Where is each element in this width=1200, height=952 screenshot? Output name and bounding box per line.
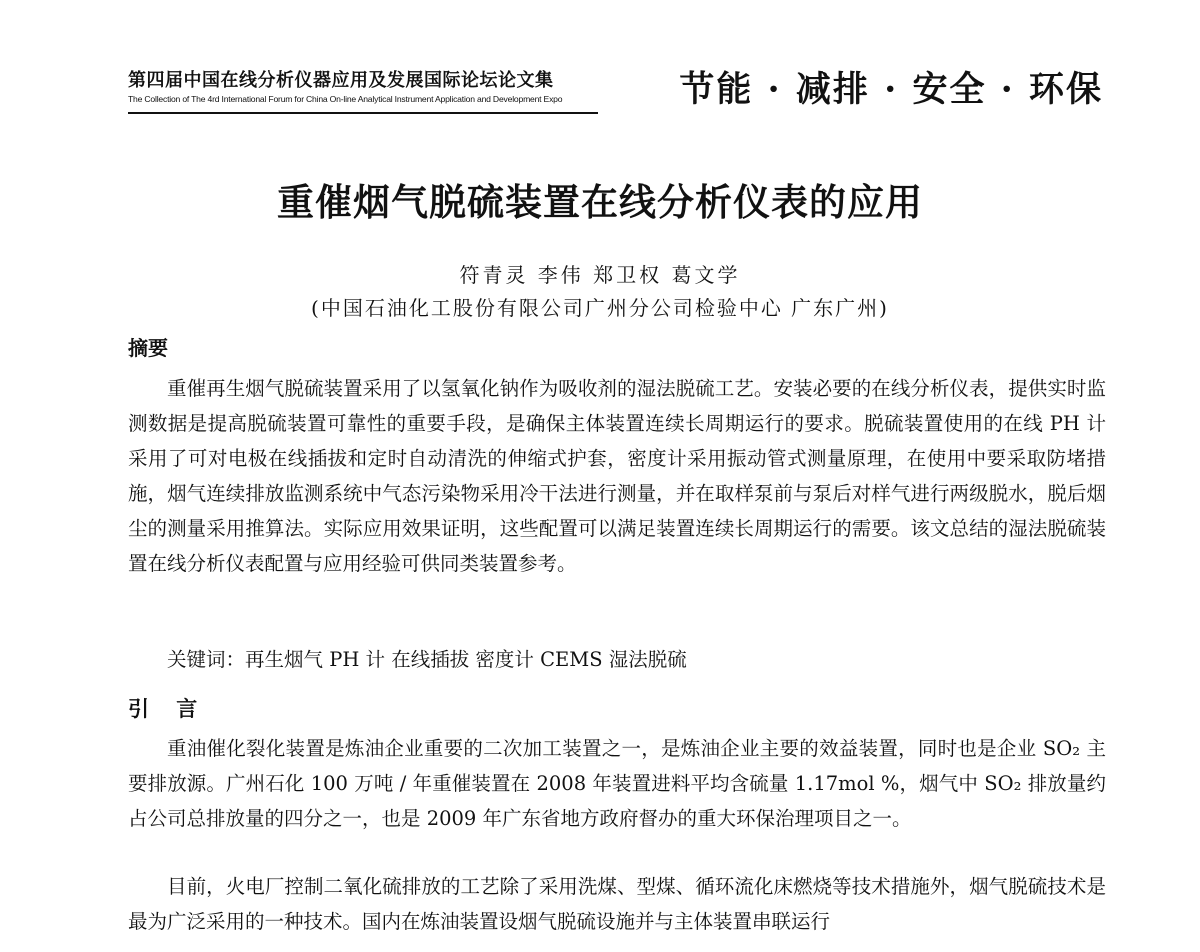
header-slogan: 节能 · 减排 · 安全 · 环保 — [679, 69, 1103, 110]
collection-title-en: The Collection of The 4rd International Forum for China On-line Analytical Instrument Application and Development Expo — [128, 94, 563, 104]
keywords: 关键词：再生烟气 PH 计 在线插拔 密度计 CEMS 湿法脱硫 — [167, 648, 687, 671]
page-header — [128, 62, 1103, 120]
paper-title: 重催烟气脱硫装置在线分析仪表的应用 — [277, 181, 923, 224]
intro-paragraph-1: 重油催化裂化装置是炼油企业重要的二次加工装置之一，是炼油企业主要的效益装置，同时也是企业 SO₂ 主要排放源。广州石化 100 万吨 / 年重催装置在 2008 年装置进料平均含硫量 1.17mol %，烟气中 SO₂ 排放量约占公司总排放量的四分之一，也是 2009 年广东省地方政府督办的重大环保治理项目之一。 — [128, 737, 1106, 830]
intro-heading: 引 言 — [128, 697, 208, 721]
paper-affiliation: (中国石油化工股份有限公司广州分公司检验中心 广东广州) — [311, 296, 889, 320]
abstract-body: 重催再生烟气脱硫装置采用了以氢氧化钠作为吸收剂的湿法脱硫工艺。安装必要的在线分析仪表，提供实时监测数据是提高脱硫装置可靠性的重要手段，是确保主体装置连续长周期运行的要求。脱硫装置使用的在线 PH 计采用了可对电极在线插拔和定时自动清洗的伸缩式护套，密度计采用振动管式测量原理，在使用中要采取防堵措施，烟气连续排放监测系统中气态污染物采用冷干法进行测量，并在取样泵前与泵后对样气进行两级脱水，脱后烟尘的测量采用推算法。实际应用效果证明，这些配置可以满足装置连续长周期运行的需要。该文总结的湿法脱硫装置在线分析仪表配置与应用经验可供同类装置参考。 — [128, 377, 1106, 575]
collection-title-cn: 第四届中国在线分析仪器应用及发展国际论坛论文集 — [128, 70, 554, 91]
header-rule — [128, 112, 598, 114]
abstract-heading: 摘要 — [128, 336, 168, 360]
paper-authors: 符青灵 李伟 郑卫权 葛文学 — [459, 263, 741, 287]
intro-paragraph-2: 目前，火电厂控制二氧化硫排放的工艺除了采用洗煤、型煤、循环流化床燃烧等技术措施外，烟气脱硫技术是最为广泛采用的一种技术。国内在炼油装置设烟气脱硫设施并与主体装置串联运行 — [128, 875, 1106, 933]
